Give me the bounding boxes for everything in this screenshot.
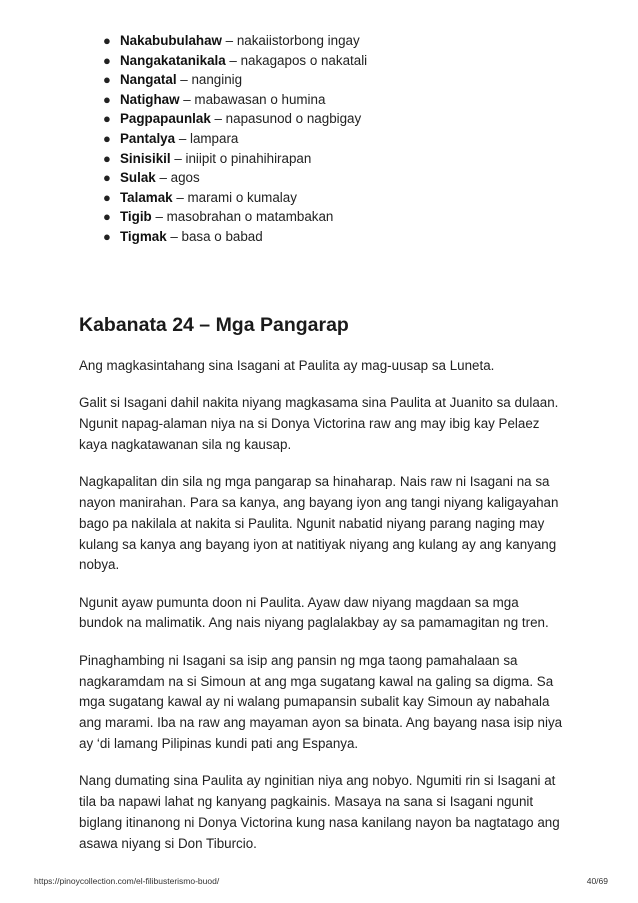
- list-item: [100, 51, 367, 71]
- vocab-term: Sinisikil: [120, 150, 171, 166]
- bullet-icon: ●: [103, 33, 111, 48]
- page-number: 40/69: [586, 876, 608, 886]
- bullet-icon: ●: [103, 170, 111, 186]
- paragraph: Nang dumating sina Paulita ay nginitian niya ang nobyo. Ngumiti rin si Isagani at tila ba napawi lahat ng kanyang pagkainis. Masaya na sana si Isagani ngunit biglang itinanong ni Donya Victorina kung nasa kanilang nayon ba nagtatago ang asawa niyang si Don Tiburcio.: [79, 773, 560, 851]
- list-item: [100, 149, 367, 169]
- list-item: [100, 70, 367, 90]
- list-item: [100, 129, 367, 149]
- vocab-term: Talamak: [120, 189, 173, 205]
- list-item: [100, 188, 367, 208]
- list-item: [100, 227, 367, 247]
- bullet-icon: ●: [103, 52, 111, 68]
- chapter-title: Kabanata 24 – Mga Pangarap: [79, 314, 349, 336]
- vocab-term: Pantalya: [120, 130, 176, 146]
- vocab-definition: – masobrahan o matambakan: [151, 209, 334, 225]
- vocab-term: Nangatal: [120, 72, 177, 88]
- list-item: [100, 168, 367, 188]
- bullet-icon: ●: [103, 228, 111, 244]
- vocab-definition: – napasunod o nagbigay: [210, 111, 362, 127]
- list-item: [100, 90, 367, 110]
- list-item: [100, 31, 367, 51]
- vocab-term: Pagpapaunlak: [120, 111, 211, 127]
- source-url-link[interactable]: https://pinoycollection.com/el-filibusterismo-buod/: [34, 876, 220, 886]
- vocab-definition: – agos: [155, 170, 200, 186]
- paragraph: Pinaghambing ni Isagani sa isip ang pansin ng mga taong pamahalaan sa nagkaramdam na si Simoun at ang mga sugatang kawal na galing sa digma. Sa mga sugatang kawal ay ni walang pumapansin subalit kay Simoun ay nabahala ang marami. Iba na raw ang mayaman ayon sa binata. Ang bayang nasa isip niya ay ‘di lamang Pilipinas kundi pati ang Espanya.: [79, 652, 563, 751]
- bullet-icon: ●: [103, 209, 111, 225]
- bullet-icon: ●: [103, 111, 111, 127]
- vocabulary-list: [100, 31, 367, 247]
- vocab-term: Nakabubulahaw: [120, 33, 222, 48]
- vocab-definition: – iniipit o pinahihirapan: [170, 150, 312, 166]
- vocab-term: Nangakatanikala: [120, 52, 226, 68]
- paragraph: Galit si Isagani dahil nakita niyang magkasama sina Paulita at Juanito sa dulaan. Ngunit napag-alaman niya na si Donya Victorina raw ang may ibig kay Pelaez kaya nagkatawanan sila ng kausap.: [79, 395, 559, 452]
- paragraph: Nagkapalitan din sila ng mga pangarap sa hinaharap. Nais raw ni Isagani na sa nayon manirahan. Para sa kanya, ang bayang iyon ang tangi niyang kaligayahan bago pa nakilala at nakita si Paulita. Ngunit nabatid niyang parang naging may kulang sa kanya ang bayang iyon at natitiyak niyang ang kulang ay ang kanyang nobya.: [79, 474, 559, 573]
- bullet-icon: ●: [103, 189, 111, 205]
- bullet-icon: ●: [103, 91, 111, 107]
- vocab-definition: – lampara: [175, 130, 239, 146]
- list-item: [100, 109, 367, 129]
- vocab-definition: – marami o kumalay: [172, 189, 297, 205]
- paragraph: Ngunit ayaw pumunta doon ni Paulita. Ayaw daw niyang magdaan sa mga bundok na malimatik. Ang nais niyang paglalakbay ay sa pamamagitan ng tren.: [79, 594, 549, 631]
- vocab-definition: – nakagapos o nakatali: [225, 52, 368, 68]
- bullet-icon: ●: [103, 72, 111, 88]
- paragraph: Ang magkasintahang sina Isagani at Paulita ay mag-uusap sa Luneta.: [79, 358, 495, 373]
- vocab-term: Tigmak: [120, 228, 167, 244]
- vocab-term: Sulak: [120, 170, 156, 186]
- vocab-definition: – nakaiistorbong ingay: [221, 33, 360, 48]
- chapter-body: [79, 356, 564, 871]
- list-item: [100, 207, 367, 227]
- bullet-icon: ●: [103, 150, 111, 166]
- vocab-definition: – mabawasan o humina: [179, 91, 326, 107]
- vocab-term: Tigib: [120, 209, 152, 225]
- bullet-icon: ●: [103, 130, 111, 146]
- vocab-term: Natighaw: [120, 91, 180, 107]
- vocab-definition: – nanginig: [176, 72, 243, 88]
- vocab-definition: – basa o babad: [166, 228, 263, 244]
